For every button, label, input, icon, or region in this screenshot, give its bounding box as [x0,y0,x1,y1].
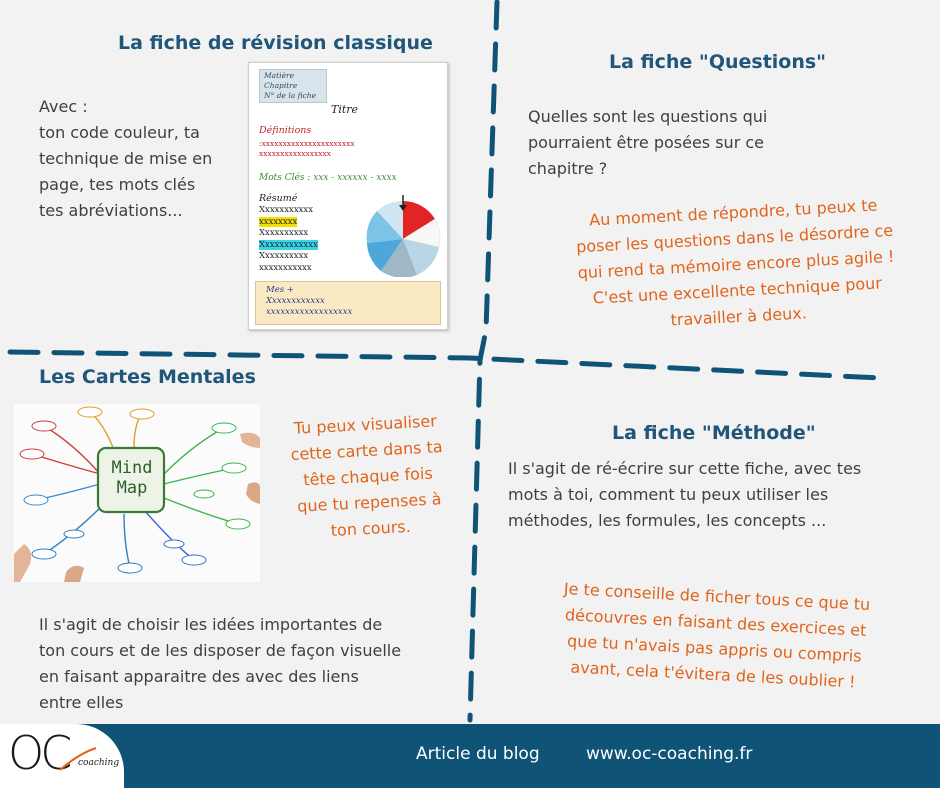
methode-title: La fiche "Méthode" [612,422,816,444]
questions-body: Quelles sont les questions qui pourraient être posées sur ce chapitre ? [528,107,768,178]
blog-url-link[interactable]: www.oc-coaching.fr [586,744,753,764]
card-mes: Mes + Xxxxxxxxxxxx xxxxxxxxxxxxxxxxxx [255,281,441,325]
blog-label: Article du blog [416,744,540,764]
mind-map-center-label [104,458,160,498]
card-definitions: Définitions [259,125,312,136]
card-resume-lines [259,205,318,274]
mind-map-center-line1: Mind [111,458,153,478]
logo-oc-text: OC [8,726,69,780]
methode-tip: Je te conseille de ficher tous ce que tu découvres en faisant des exercices et que tu n'avais pas appris ou compris avant, cela t'évitera de les oublier ! [563,579,871,692]
card-header: Matière Chapitre N° de la fiche [259,69,327,103]
oc-coaching-logo[interactable] [0,724,124,788]
questions-title: La fiche "Questions" [609,51,827,73]
card-resume: Résumé [259,193,298,204]
cartes-title: Les Cartes Mentales [39,366,256,388]
card-resume-line: xxxxxxxx [259,216,298,227]
footer-bar [0,724,940,788]
card-resume-line: Xxxxxxxxxxx [259,205,313,215]
card-mots-cles: Mots Clés : xxx - xxxxxx - xxxx [259,173,397,183]
mind-map-image [14,404,260,582]
methode-body: Il s'agit de ré-écrire sur cette fiche, avec tes mots à toi, comment tu peux utiliser les méthodes, les formules, les concepts ... [508,459,862,530]
card-resume-line: Xxxxxxxxxx [259,251,309,261]
pie-illustration [365,195,441,277]
cartes-tip: Tu peux visualiser cette carte dans ta tête chaque fois que tu repenses à ton cours. [290,411,444,541]
mind-map-center-line2: Map [116,478,148,498]
classique-title: La fiche de révision classique [118,32,433,54]
classique-body: Avec : ton code couleur, ta technique de mise en page, tes mots clés tes abréviations... [39,97,213,220]
cartes-body: Il s'agit de choisir les idées importantes de ton cours et de les disposer de façon visuelle en faisant apparaitre des avec des liens entre elles [39,615,402,712]
card-resume-line: Xxxxxxxxxx [259,228,309,238]
logo-coaching-text: coaching [78,758,120,768]
card-titre: Titre [331,103,359,116]
card-definitions-x: :xxxxxxxxxxxxxxxxxxxxxx xxxxxxxxxxxxxxxxx [259,139,355,158]
revision-card-image [248,62,448,330]
questions-tip: Au moment de répondre, tu peux te poser les questions dans le désordre ce qui rend ta mémoire encore plus agile ! C'est une excellente technique pour travailler à deux. [575,195,895,330]
card-resume-line: Xxxxxxxxxxxx [259,239,318,250]
card-resume-line: xxxxxxxxxxx [259,262,312,273]
